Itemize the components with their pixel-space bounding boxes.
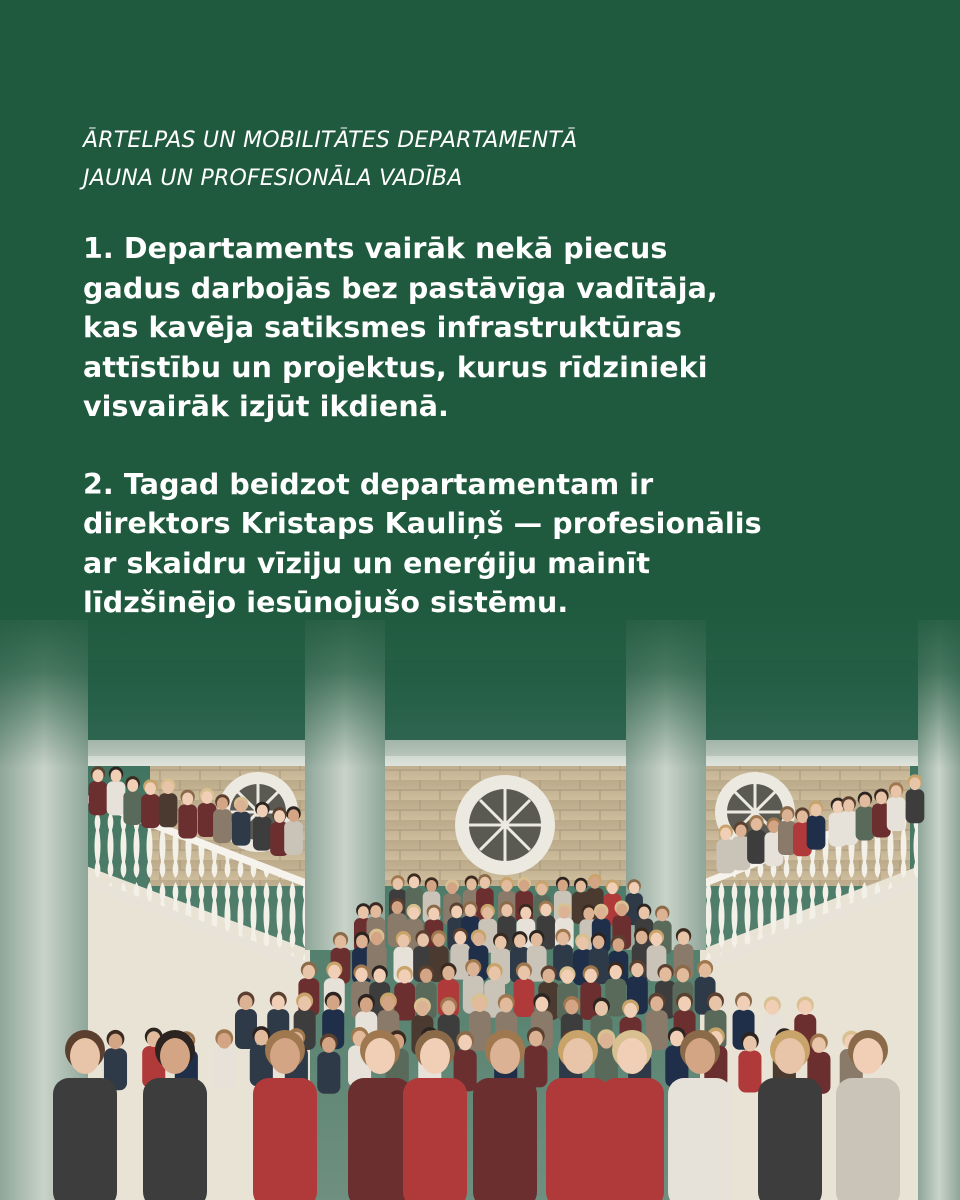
point-2-line: ar skaidru vīziju un enerģiju mainīt — [83, 546, 651, 580]
group-photo — [0, 600, 960, 1200]
point-1-line: visvairāk izjūt ikdienā. — [83, 390, 449, 423]
point-1-line: kas kavēja satiksmes infrastruktūras — [83, 311, 682, 344]
post-text — [83, 122, 903, 623]
point-1 — [83, 229, 903, 427]
point-1-line: gadus darbojās bez pastāvīga vadītāja, — [83, 271, 718, 305]
point-1-line: attīstību un projektus, kurus rīdzinieki — [83, 350, 708, 384]
kicker-line-1: ĀRTELPAS UN MOBILITĀTES DEPARTAMENTĀ — [83, 128, 578, 153]
point-2-line: 2. Tagad beidzot departamentam ir — [83, 467, 654, 501]
point-2-line: direktors Kristaps Kauliņš — profesionālis — [83, 507, 762, 540]
kicker-line-2: JAUNA UN PROFESIONĀLA VADĪBA — [83, 166, 463, 191]
point-2-line: līdzšinējo iesūnojušo sistēmu. — [83, 586, 569, 619]
point-1-line: 1. Departaments vairāk nekā piecus — [83, 232, 668, 265]
point-2 — [83, 465, 903, 623]
group-photo-illustration — [0, 600, 960, 1200]
